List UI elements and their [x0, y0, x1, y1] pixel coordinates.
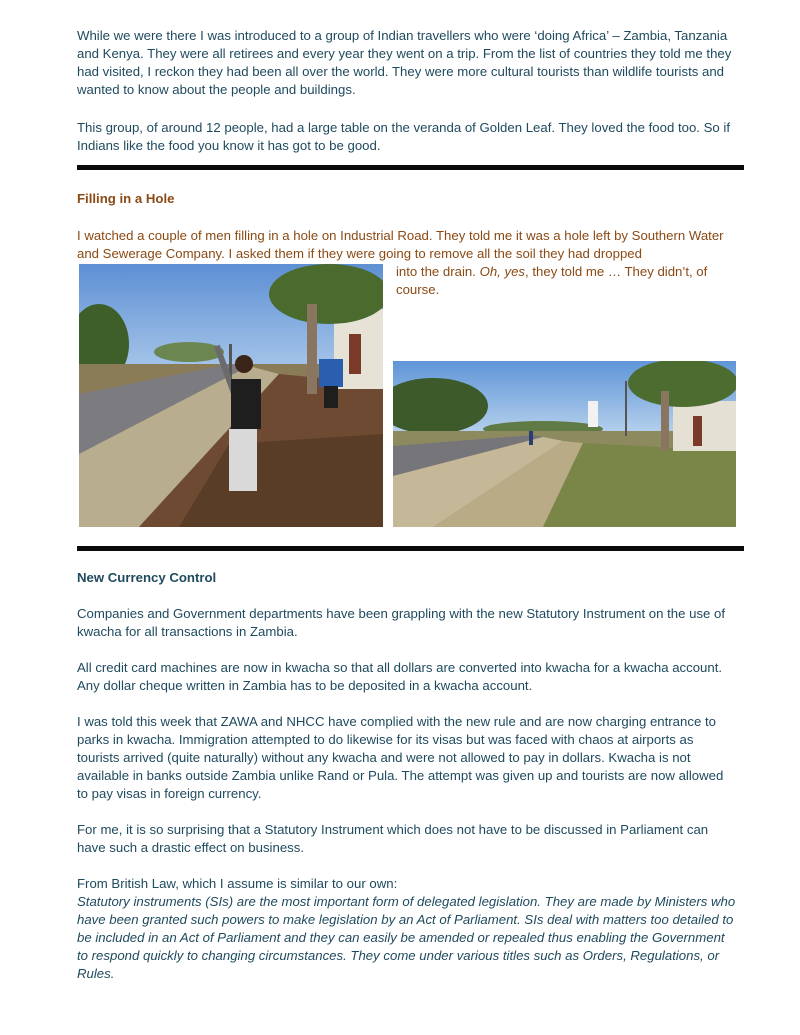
british-law-intro: From British Law, which I assume is similar to our own:: [77, 876, 398, 891]
photo-road-and-drain: [393, 361, 736, 527]
filling-hole-side-text: [396, 263, 736, 299]
side-text-end: , they told me … They didn’t, of course.: [396, 264, 708, 297]
travellers-paragraph-2: This group, of around 12 people, had a large table on the veranda of Golden Leaf. They loved the food too. So if Indians like the food you know it has got to be good.: [77, 120, 730, 153]
currency-paragraph-3: I was told this week that ZAWA and NHCC have complied with the new rule and are now charging entrance to parks in kwacha. Immigration attempted to do likewise for its visas but was faced with chaos at airports as tourists arrived (quite naturally) without any kwacha and were not allowed to pay in dollars. Kwacha is not available in banks outside Zambia unlike Rand or Pula. The attempt was given up and tourists are now allowed to pay visas in foreign currency.: [77, 714, 724, 801]
photo-road-and-drain-image: [393, 361, 736, 527]
currency-heading: New Currency Control: [77, 570, 217, 585]
currency-paragraph-1: Companies and Government departments have been grappling with the new Statutory Instrument on the use of kwacha for all transactions in Zambia.: [77, 606, 726, 639]
filling-hole-paragraph: I watched a couple of men filling in a hole on Industrial Road. They told me it was a hole left by Southern Water and Sewerage Company. I asked them if they were going to remove all the soil they had dropped: [77, 228, 724, 261]
currency-paragraph-4: For me, it is so surprising that a Statutory Instrument which does not have to be discussed in Parliament can have such a drastic effect on business.: [77, 822, 709, 855]
photo-men-filling-hole-image: [79, 264, 383, 527]
section-divider-1: [77, 165, 744, 170]
statutory-instruments-quote: Statutory instruments (SIs) are the most important form of delegated legislation. They are made by Ministers who have been granted such powers to make legislation by an Act of Parliament. SIs deal with matters too detailed to be included in an Act of Parliament and they can easily be amended or repealed thus enabling the Government to respond quickly to changing circumstances. They come under various titles such as Orders, Regulations, or Rules.: [77, 894, 736, 981]
photo-men-filling-hole: [79, 264, 383, 527]
side-text-italic: Oh, yes: [479, 264, 526, 279]
filling-hole-heading: Filling in a Hole: [77, 191, 175, 206]
section-divider-2: [77, 546, 744, 551]
side-text-start: into the drain.: [396, 264, 480, 279]
currency-paragraph-2: All credit card machines are now in kwacha so that all dollars are converted into kwacha for a kwacha account. Any dollar cheque written in Zambia has to be deposited in a kwacha account.: [77, 660, 723, 693]
travellers-paragraph-1: While we were there I was introduced to a group of Indian travellers who were ‘doing Africa’ – Zambia, Tanzania and Kenya. They were all retirees and every year they went on a trip. From the list of countries they told me they had visited, I reckon they had been all over the world. They were more cultural tourists than wildlife tourists and wanted to know about the people and buildings.: [77, 28, 732, 97]
